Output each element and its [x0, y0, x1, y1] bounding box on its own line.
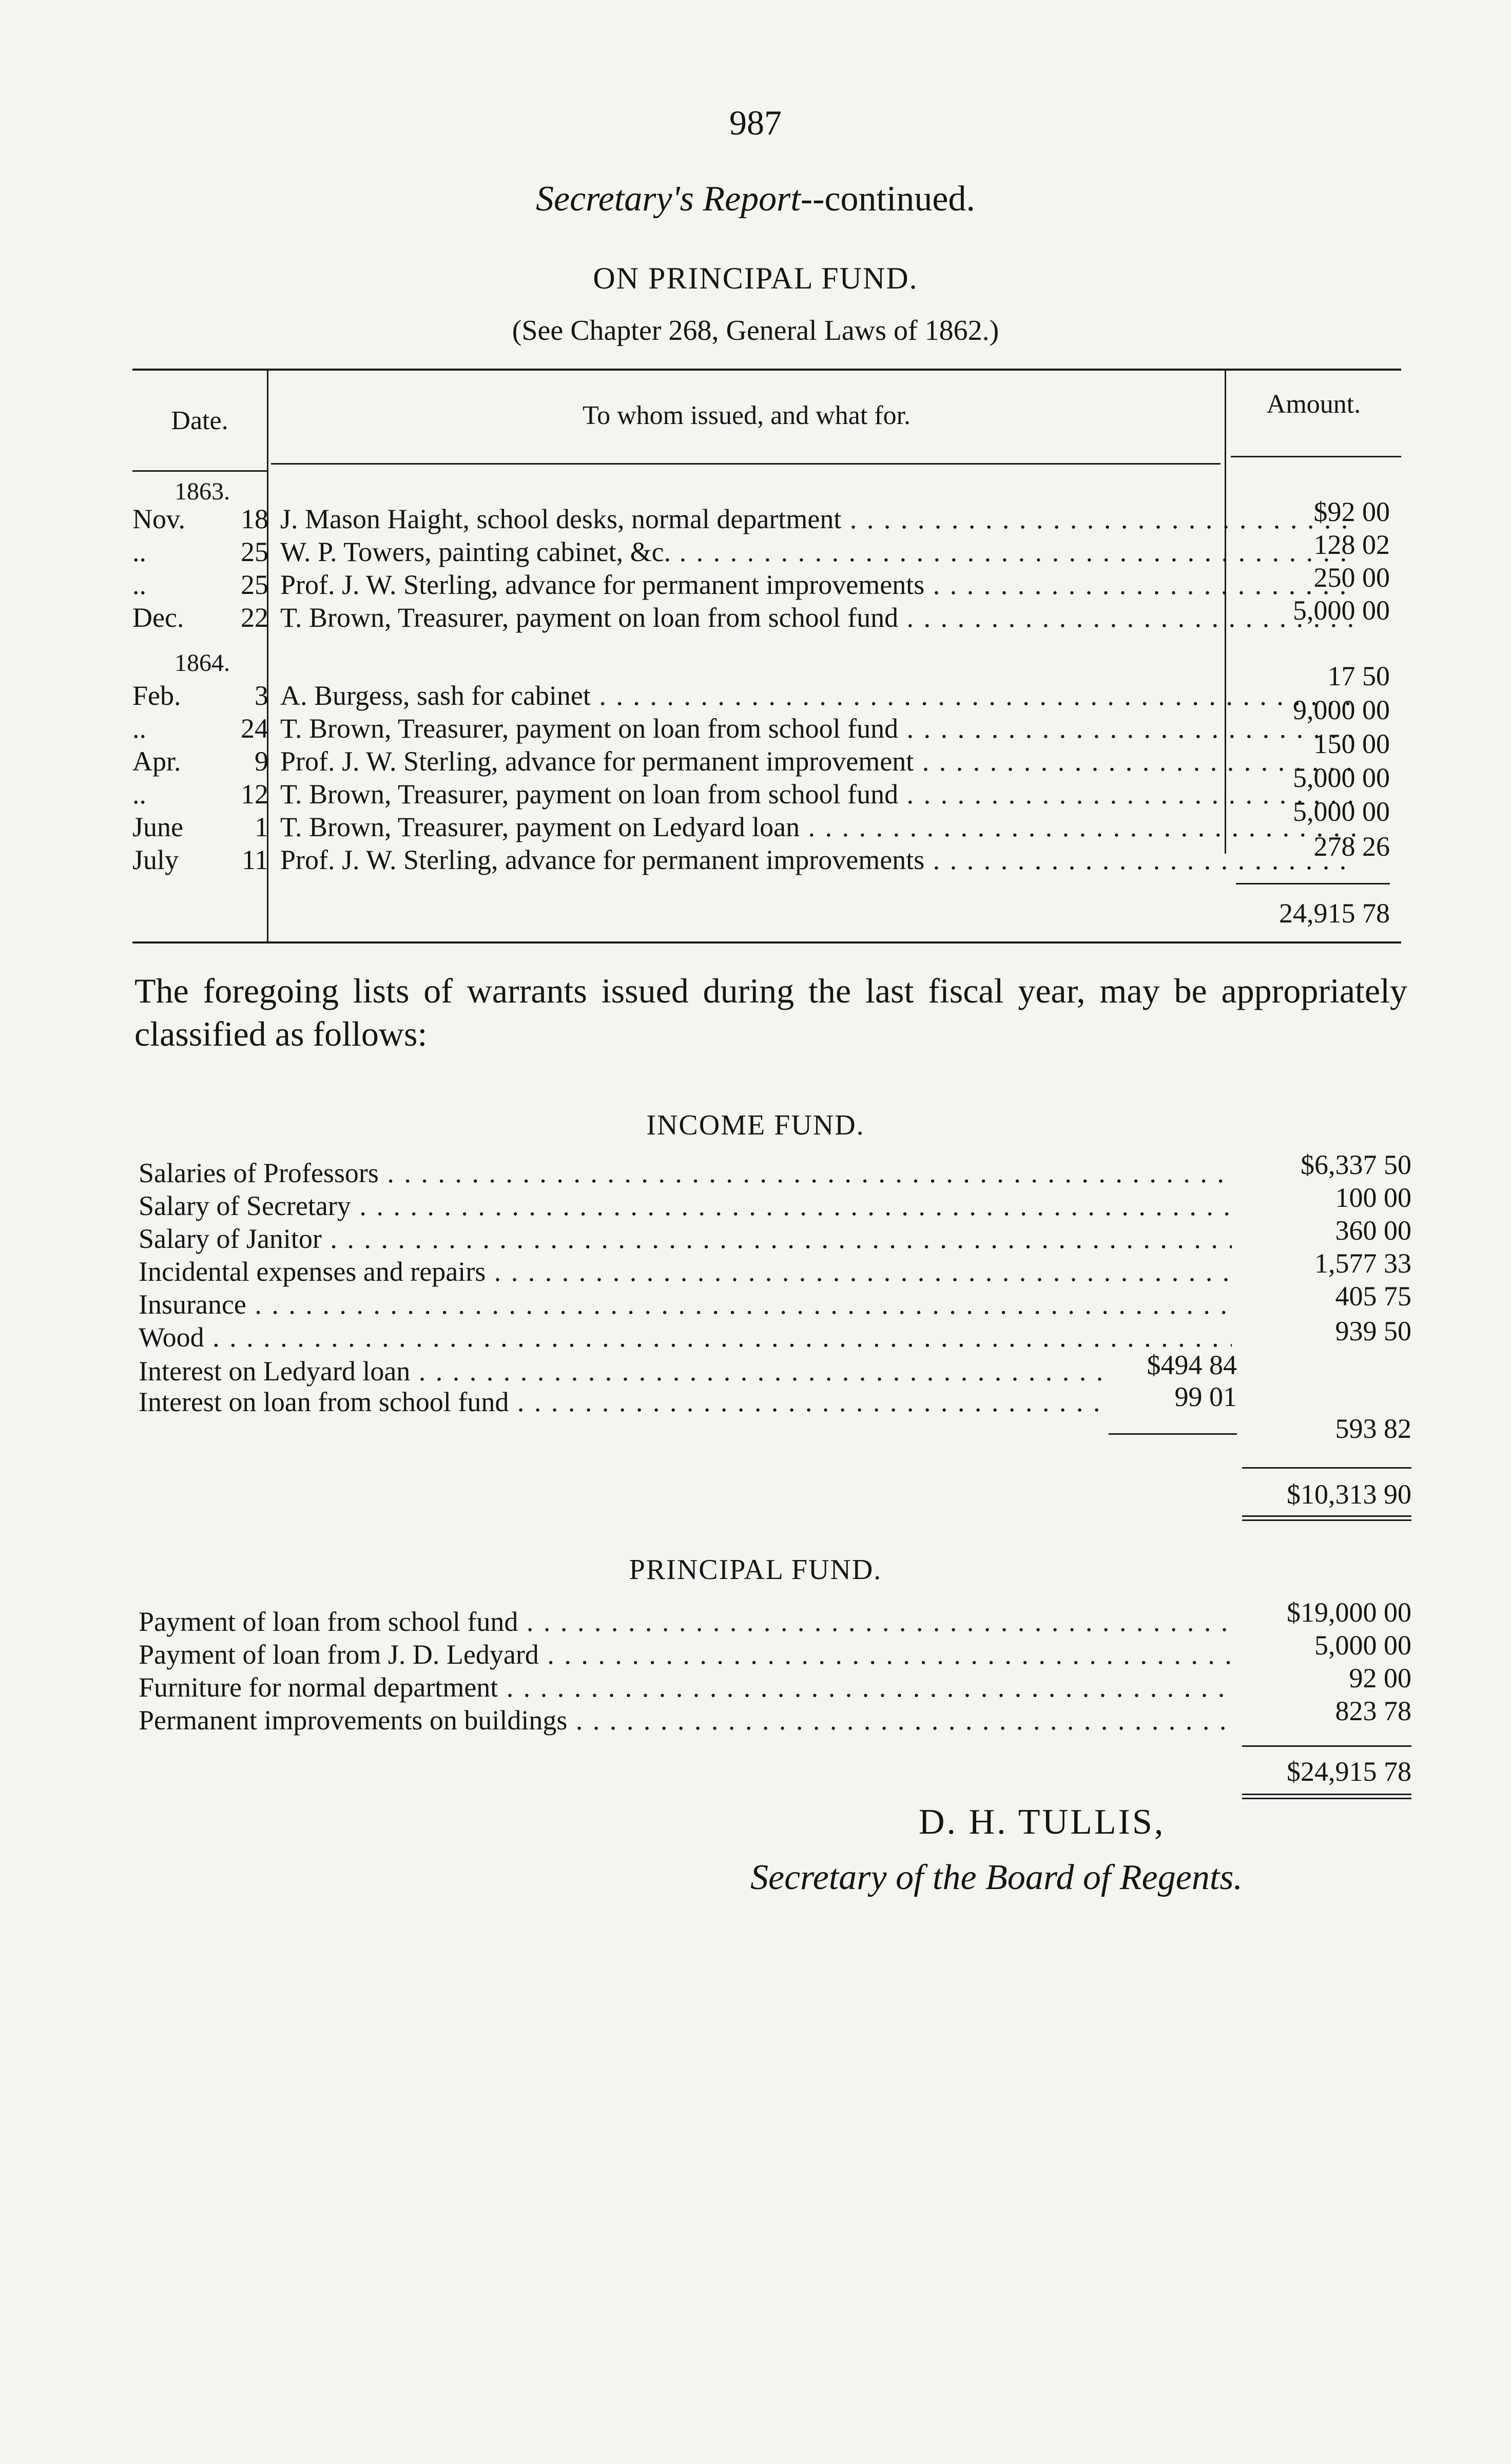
warrant-table — [132, 369, 1401, 944]
running-head-rest: --continued. — [800, 179, 975, 219]
income-item-label: Wood . . . — [139, 1321, 1232, 1353]
income-total-rule — [1242, 1467, 1411, 1469]
row-day: 11 — [242, 844, 268, 875]
row-description: Prof. J. W. Sterling, advance for permanent improvements . . . — [280, 569, 1358, 601]
row-description: Prof. J. W. Sterling, advance for permanent improvement . . . — [280, 745, 1358, 777]
section-title: ON PRINCIPAL FUND. — [593, 261, 918, 295]
row-amount: 17 50 — [1327, 661, 1390, 691]
principal-item-amount: 823 78 — [1335, 1696, 1411, 1726]
row-description: T. Brown, Treasurer, payment on loan from school fund . . . — [280, 713, 1358, 744]
principal-total-rule — [1242, 1745, 1411, 1747]
row-day: 12 — [241, 779, 268, 810]
row-day: 9 — [255, 746, 268, 777]
principal-item-label: Payment of loan from J. D. Ledyard . . . — [139, 1639, 1232, 1670]
principal-item-label: Furniture for normal department . . . — [139, 1671, 1232, 1703]
principal-item-amount: $19,000 00 — [1287, 1597, 1411, 1628]
amount-header-rule — [1231, 456, 1401, 457]
income-item-label: Salary of Janitor . . . — [139, 1223, 1232, 1255]
principal-item-label: Payment of loan from school fund . . . — [139, 1606, 1232, 1638]
row-amount: 128 02 — [1313, 529, 1390, 560]
principal-fund-total: $24,915 78 — [1287, 1756, 1411, 1787]
row-day: 24 — [241, 713, 268, 744]
row-amount: 5,000 00 — [1293, 796, 1390, 827]
row-description: T. Brown, Treasurer, payment on loan from school fund . . . — [280, 778, 1358, 810]
row-month: Nov. — [132, 504, 185, 534]
table-total: 24,915 78 — [1279, 898, 1390, 929]
header-date: Date. — [171, 406, 228, 435]
interest-item-amount: $494 84 — [1147, 1350, 1237, 1380]
row-amount: 278 26 — [1313, 831, 1390, 862]
row-month: Feb. — [132, 680, 181, 711]
row-description: T. Brown, Treasurer, payment on Ledyard loan . . . — [280, 811, 1358, 843]
income-item-label: Salaries of Professors . . . — [139, 1157, 1232, 1189]
subtotal-rule — [1236, 883, 1390, 884]
row-month: Dec. — [132, 602, 184, 633]
interest-item-label: Interest on loan from school fund . . . — [139, 1386, 1103, 1418]
row-day: 25 — [241, 536, 268, 567]
row-day: 1 — [255, 812, 268, 842]
row-description: Prof. J. W. Sterling, advance for permanent improvements . . . — [280, 844, 1358, 876]
row-month: .. — [132, 713, 146, 744]
row-day: 3 — [255, 680, 268, 711]
row-description: T. Brown, Treasurer, payment on loan from school fund . . . — [280, 602, 1358, 633]
row-description: W. P. Towers, painting cabinet, &c. . . . — [280, 536, 1358, 568]
row-month: July — [132, 844, 179, 875]
income-fund-total: $10,313 90 — [1287, 1479, 1411, 1510]
signatory-name: D. H. TULLIS, — [919, 1802, 1166, 1842]
row-amount: 150 00 — [1313, 728, 1390, 759]
income-item-amount: 360 00 — [1335, 1215, 1411, 1246]
income-item-amount: $6,337 50 — [1301, 1149, 1411, 1180]
principal-total-double-rule — [1242, 1794, 1411, 1795]
principal-item-amount: 92 00 — [1349, 1663, 1411, 1693]
principal-total-double-rule — [1242, 1798, 1411, 1799]
principal-item-amount: 5,000 00 — [1314, 1630, 1411, 1661]
income-item-amount: 939 50 — [1335, 1316, 1411, 1346]
income-total-double-rule — [1242, 1515, 1411, 1517]
signatory-title: Secretary of the Board of Regents. — [750, 1858, 1243, 1897]
row-day: 22 — [241, 602, 268, 633]
interest-item-amount: 99 01 — [1174, 1381, 1237, 1412]
description-header-rule — [271, 463, 1221, 465]
row-month: June — [132, 812, 183, 842]
income-item-label: Insurance . . . — [139, 1288, 1232, 1320]
classification-paragraph: The foregoing lists of warrants issued during the last fiscal year, may be appropriately classified as follows: — [134, 971, 1407, 1053]
header-description: To whom issued, and what for. — [582, 401, 911, 430]
income-total-double-rule — [1242, 1519, 1411, 1521]
header-amount: Amount. — [1266, 390, 1361, 419]
income-item-amount: 1,577 33 — [1314, 1248, 1411, 1279]
row-description: J. Mason Haight, school desks, normal department . . . — [280, 503, 1358, 535]
interest-total: 593 82 — [1335, 1413, 1411, 1444]
income-item-amount: 405 75 — [1335, 1281, 1411, 1312]
interest-item-label: Interest on Ledyard loan . . . — [139, 1355, 1103, 1387]
running-head-italic: Secretary's Report — [536, 179, 801, 219]
principal-item-label: Permanent improvements on buildings . . . — [139, 1704, 1232, 1736]
row-day: 25 — [241, 569, 268, 600]
interest-subtotal-rule — [1109, 1433, 1237, 1435]
row-month: Apr. — [132, 746, 181, 777]
section-subtitle: (See Chapter 268, General Laws of 1862.) — [512, 315, 999, 346]
row-amount: 5,000 00 — [1293, 762, 1390, 793]
principal-fund-title: PRINCIPAL FUND. — [629, 1554, 882, 1586]
row-amount: 250 00 — [1313, 562, 1390, 593]
income-item-label: Salary of Secretary . . . — [139, 1190, 1232, 1222]
row-amount: 9,000 00 — [1293, 695, 1390, 725]
page-number: 987 — [729, 103, 782, 142]
row-month: .. — [132, 536, 146, 567]
date-header-rule — [132, 470, 267, 472]
income-fund-title: INCOME FUND. — [646, 1109, 865, 1141]
income-item-amount: 100 00 — [1335, 1182, 1411, 1213]
row-description: A. Burgess, sash for cabinet . . . — [280, 680, 1358, 711]
running-head — [0, 179, 1511, 220]
year-label: 1863. — [175, 478, 230, 505]
row-amount: $92 00 — [1313, 496, 1390, 527]
table-bottom-rule — [132, 941, 1401, 944]
row-day: 18 — [241, 504, 268, 534]
row-month: .. — [132, 779, 146, 810]
row-month: .. — [132, 569, 146, 600]
income-item-label: Incidental expenses and repairs . . . — [139, 1256, 1232, 1287]
year-label: 1864. — [175, 649, 230, 677]
row-amount: 5,000 00 — [1293, 595, 1390, 626]
table-top-rule — [132, 369, 1401, 371]
